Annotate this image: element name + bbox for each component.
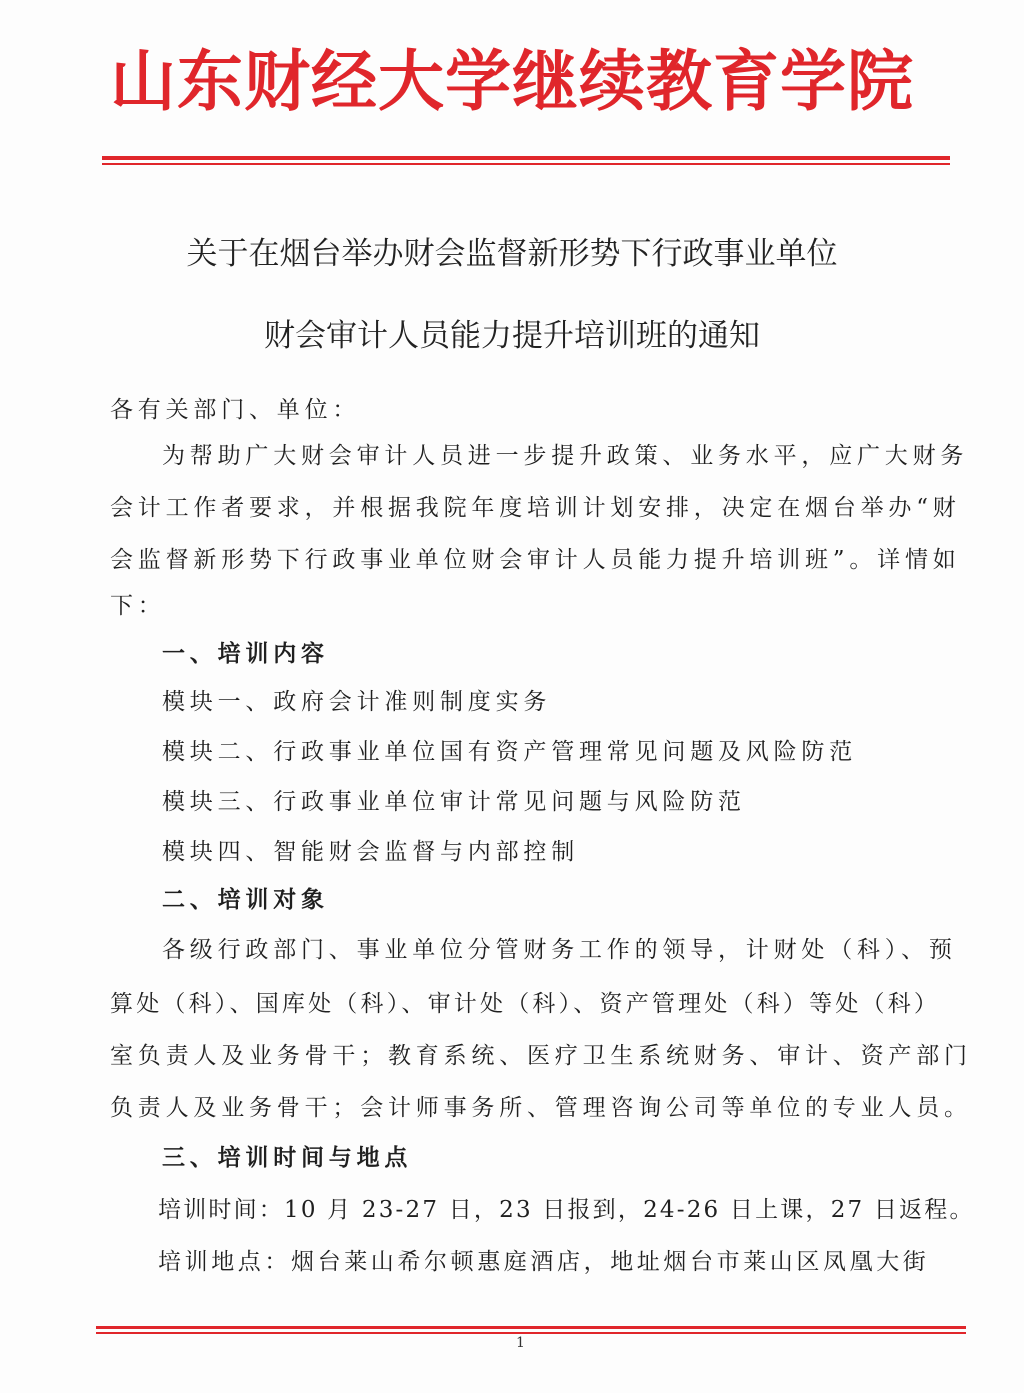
module-item-1: 模块一、政府会计准则制度实务 [162,689,552,715]
footer-rule-thin [96,1332,966,1334]
letterhead-rule-thick [102,156,950,160]
page-number: 1 [516,1335,525,1351]
letterhead-rule-thin [102,163,950,165]
section-heading-time-place: 三、培训时间与地点 [162,1145,413,1171]
module-item-2: 模块二、行政事业单位国有资产管理常见问题及风险防范 [162,739,857,765]
letterhead-institution: 山东财经大学继续教育学院 [110,43,914,120]
intro-line-3: 会监督新形势下行政事业单位财会审计人员能力提升培训班”。详情如 [110,547,961,573]
training-place: 培训地点：烟台莱山希尔顿惠庭酒店，地址烟台市莱山区凤凰大街 [158,1249,930,1275]
training-time: 培训时间：10 月 23-27 日，23 日报到，24-26 日上课，27 日返程。 [158,1197,975,1223]
module-item-4: 模块四、智能财会监督与内部控制 [162,839,579,865]
footer-rule-thick [96,1326,966,1329]
section-heading-audience: 二、培训对象 [162,887,329,913]
audience-line-2: 算处（科）、国库处（科）、审计处（科）、资产管理处（科）等处（科） [110,991,941,1017]
notice-title-line-1: 关于在烟台举办财会监督新形势下行政事业单位 [186,236,838,272]
audience-line-3: 室负责人及业务骨干；教育系统、医疗卫生系统财务、审计、资产部门 [110,1043,972,1069]
section-heading-content: 一、培训内容 [162,641,329,667]
intro-line-2: 会计工作者要求，并根据我院年度培训计划安排，决定在烟台举办“财 [110,495,961,521]
audience-line-1: 各级行政部门、事业单位分管财务工作的领导，计财处（科）、预 [162,937,957,963]
intro-line-4: 下： [110,593,166,619]
notice-title-line-2: 财会审计人员能力提升培训班的通知 [264,318,760,354]
salutation: 各有关部门、单位： [110,397,361,423]
module-item-3: 模块三、行政事业单位审计常见问题与风险防范 [162,789,746,815]
audience-line-4: 负责人及业务骨干；会计师事务所、管理咨询公司等单位的专业人员。 [110,1095,972,1121]
intro-line-1: 为帮助广大财会审计人员进一步提升政策、业务水平，应广大财务 [162,443,969,469]
